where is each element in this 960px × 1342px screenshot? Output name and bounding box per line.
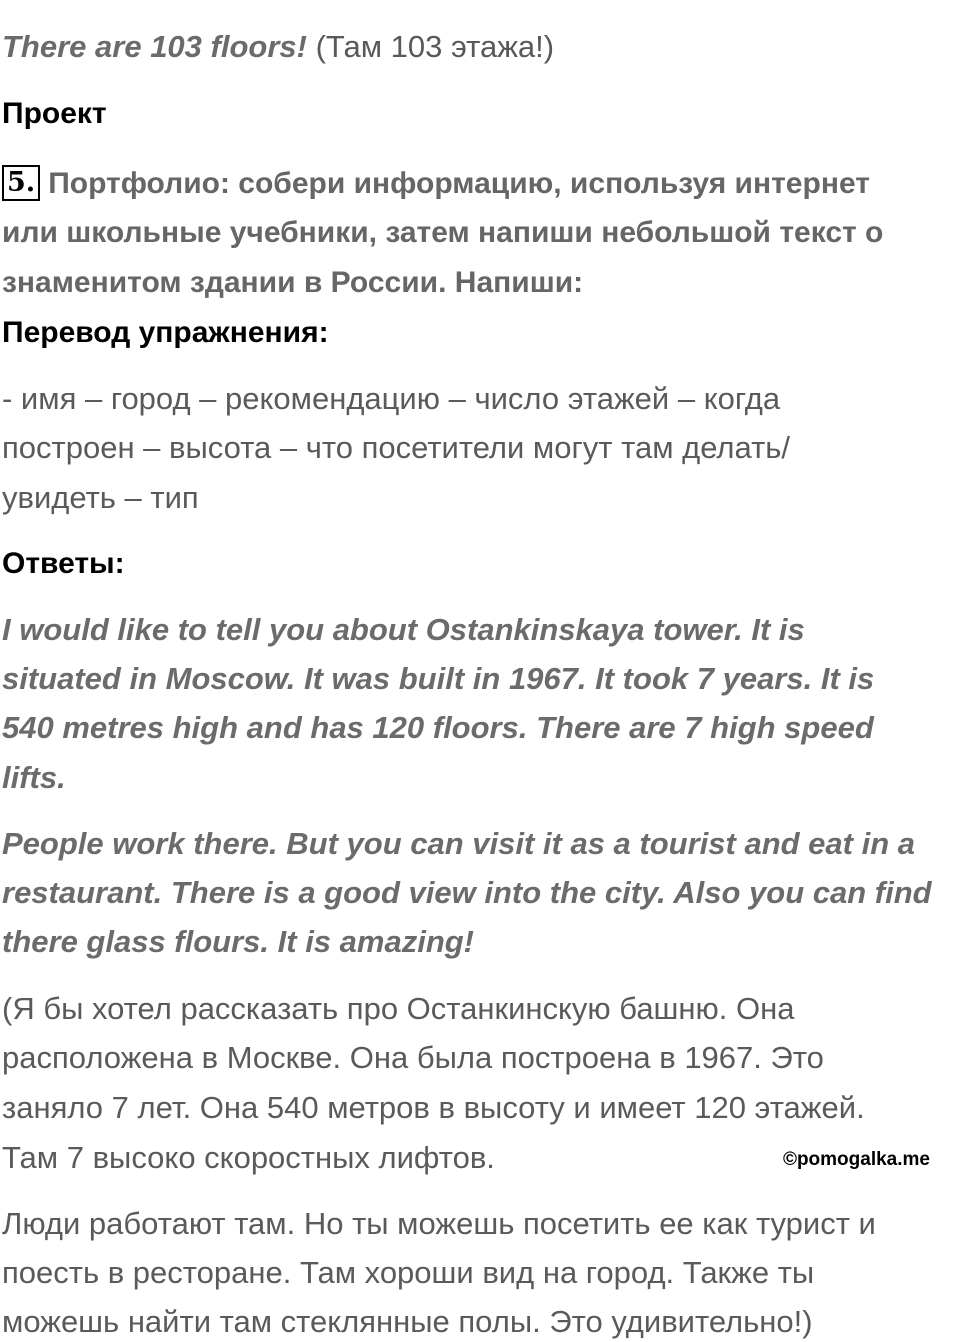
answer-en-p2-line-3: there glass flours. It is amazing! — [2, 924, 475, 959]
task-text: Портфолио: собери информацию, используя интернет — [48, 167, 870, 200]
answer-ru-p1-line-4: Там 7 высоко скоростных лифтов. — [2, 1140, 495, 1175]
answer-en-p1-line-4: lifts. — [2, 760, 66, 795]
task-line-3: знаменитом здании в России. Напиши: — [2, 266, 584, 299]
task-line-1 — [2, 164, 870, 204]
answer-en-p1-line-3: 540 metres high and has 120 floors. There are 7 high speed — [2, 710, 874, 745]
translation-line-3: увидеть – тип — [2, 480, 199, 515]
answer-ru-p1-line-1: (Я бы хотел рассказать про Останкинскую башню. Она — [2, 991, 795, 1026]
translation-heading: Перевод упражнения: — [2, 316, 329, 349]
translation-line-2: построен – высота – что посетители могут там делать/ — [2, 430, 791, 465]
answer-en-p1-line-1: I would like to tell you about Ostankinskaya tower. It is — [2, 612, 805, 647]
watermark: ©pomogalka.me — [782, 1149, 930, 1170]
answer-ru-p2-line-2: поесть в ресторане. Там хороши вид на город. Также ты — [2, 1255, 815, 1290]
answer-ru-p2-line-3: можешь найти там стеклянные полы. Это удивительно!) — [2, 1304, 813, 1339]
answer-en-p2-line-2: restaurant. There is a good view into the city. Also you can find — [2, 875, 932, 910]
answer-ru-p2-line-1: Люди работают там. Но ты можешь посетить ее как турист и — [2, 1206, 876, 1241]
answer-en-p1-line-2: situated in Moscow. It was built in 1967. It took 7 years. It is — [2, 661, 875, 696]
translation-line-1: - имя – город – рекомендацию – число этажей – когда — [2, 381, 781, 416]
answer-ru-p1-line-3: заняло 7 лет. Она 540 метров в высоту и имеет 120 этажей. — [2, 1090, 865, 1125]
intro-russian: (Там 103 этажа!) — [315, 29, 555, 64]
project-heading: Проект — [2, 97, 107, 130]
intro-english: There are 103 floors! — [2, 29, 307, 64]
answer-ru-p1-line-2: расположена в Москве. Она была построена в 1967. Это — [2, 1040, 824, 1075]
task-number-box: 5. — [2, 165, 40, 201]
answers-heading: Ответы: — [2, 547, 125, 580]
answer-en-p2-line-1: People work there. But you can visit it as a tourist and eat in a — [2, 826, 916, 861]
intro-line — [2, 27, 554, 67]
task-line-2: или школьные учебники, затем напиши небольшой текст о — [2, 216, 884, 249]
